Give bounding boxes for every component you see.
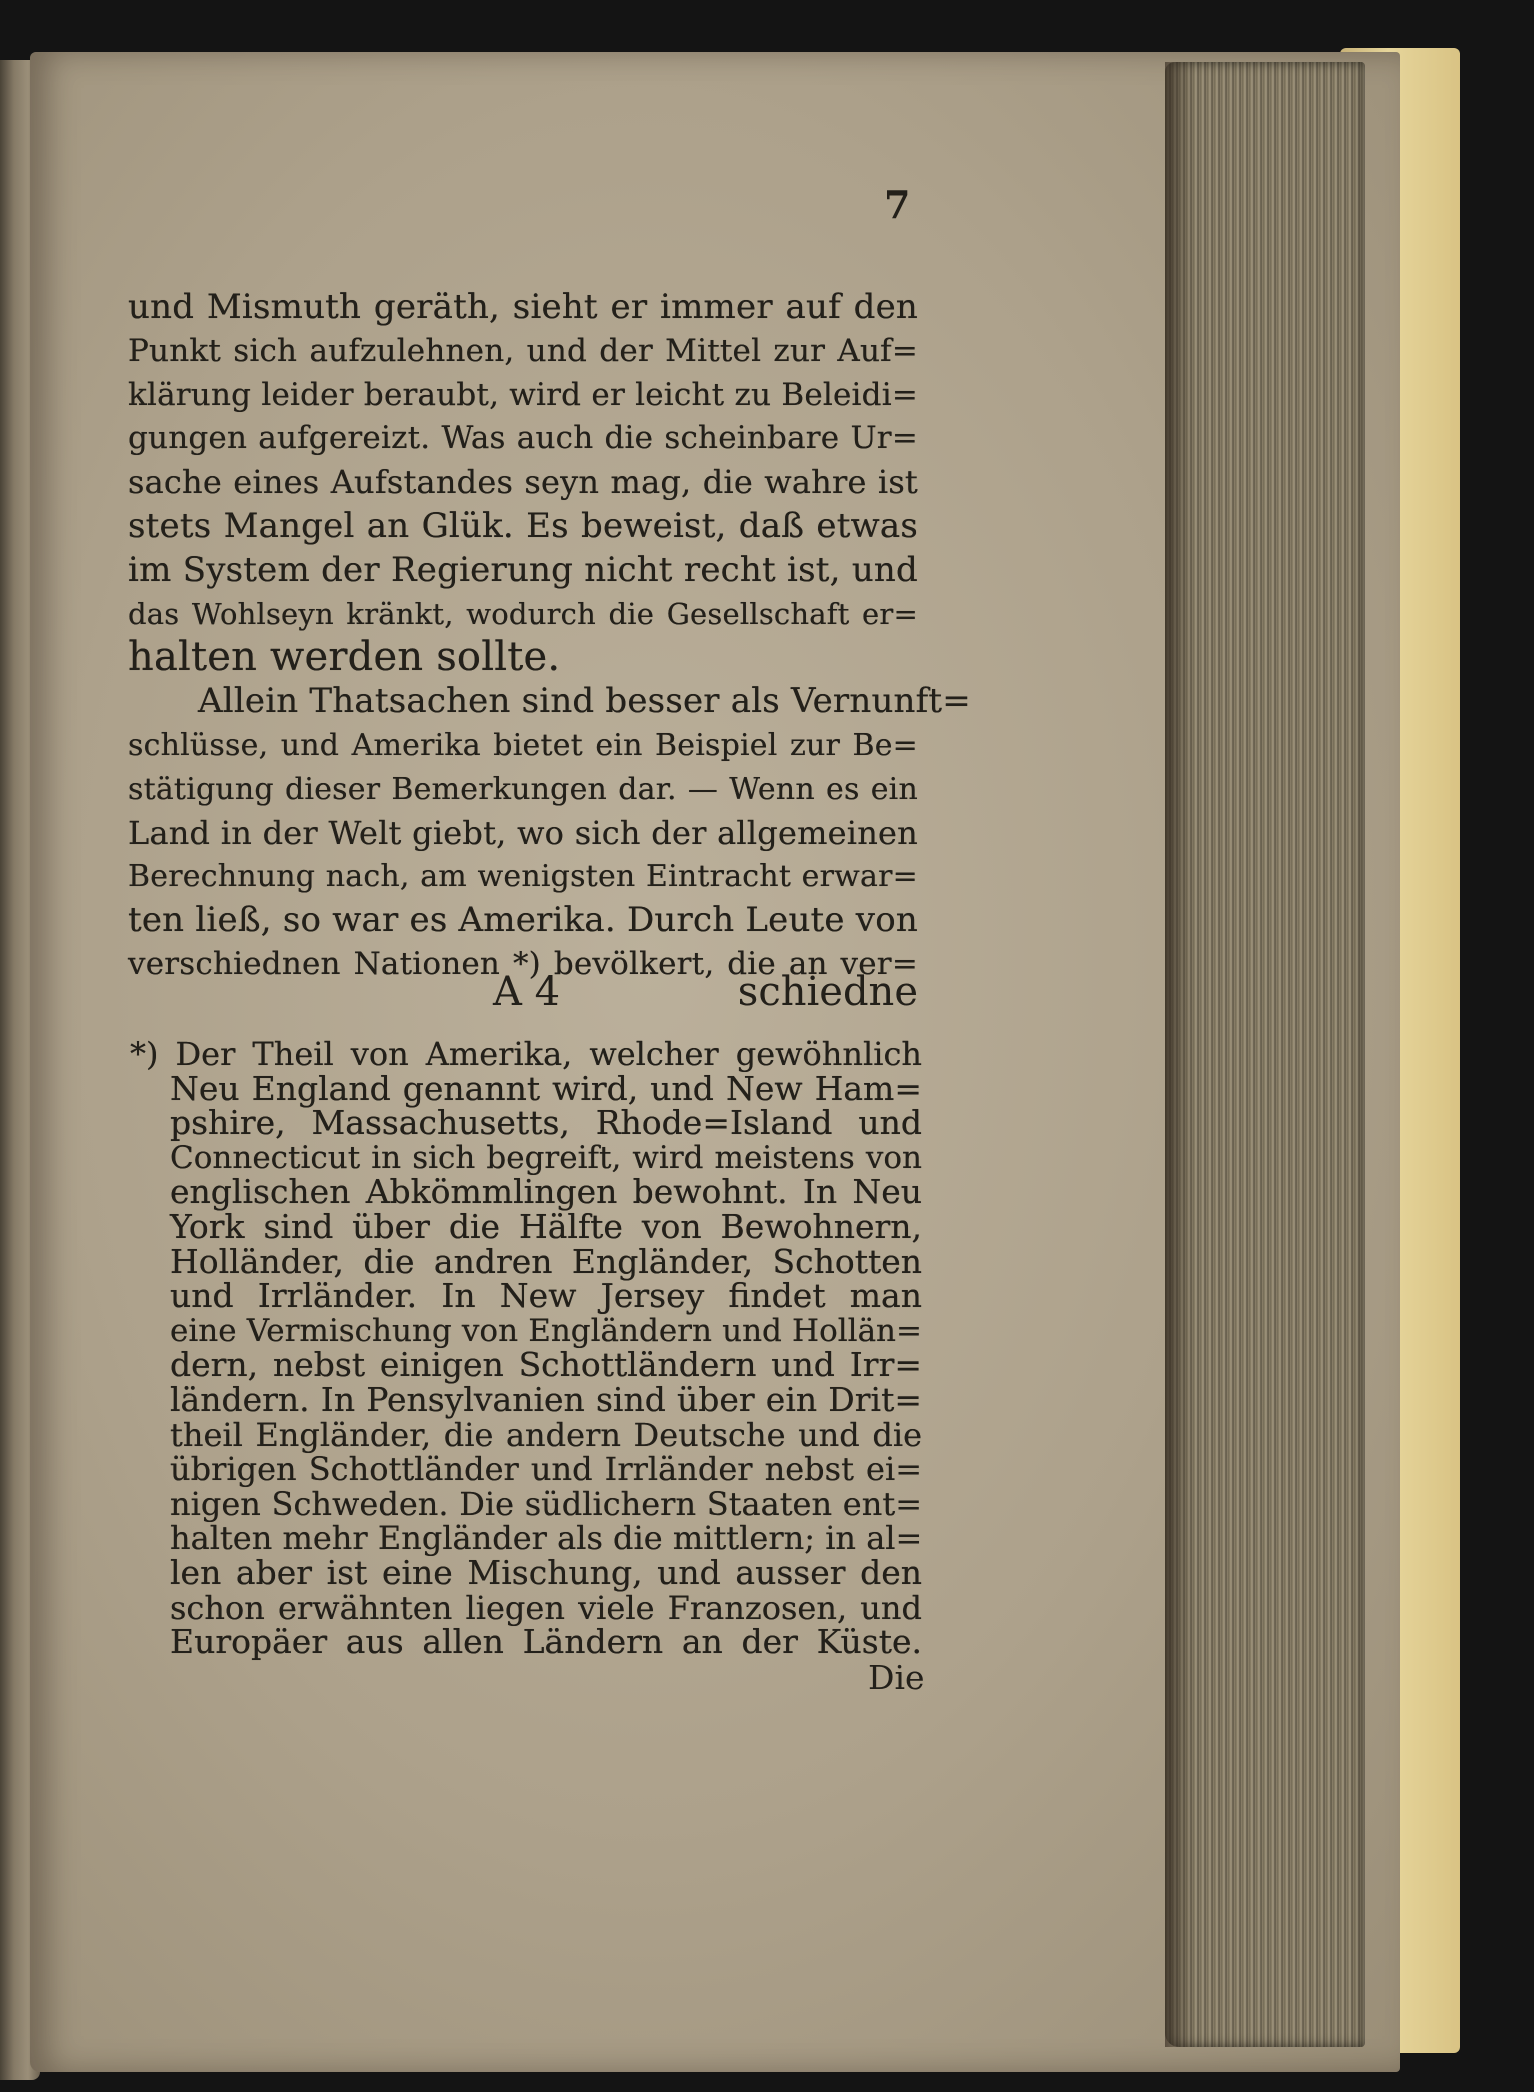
main-line: klärung leider beraubt, wird er leicht zu Beleidi= — [128, 376, 918, 413]
main-line: verschiednen Nationen *) bevölkert, die an ver= — [128, 945, 918, 982]
footnote-line: York sind über die Hälfte von Bewohnern, — [170, 1206, 922, 1246]
page-number: 7 — [884, 182, 911, 227]
main-line: schlüsse, und Amerika bietet ein Beispiel zur Be= — [128, 727, 918, 763]
footnote-line: len aber ist eine Mischung, und ausser den — [170, 1552, 922, 1592]
main-line: Berechnung nach, am wenigsten Eintracht erwar= — [128, 859, 918, 895]
footnote-line: nigen Schweden. Die südlichern Staaten ent= — [170, 1484, 922, 1523]
catchword: schiedne — [737, 969, 918, 1015]
footnote-line: schon erwähnten liegen viele Franzosen, und — [170, 1588, 922, 1627]
footnote-line: Europäer aus allen Ländern an der Küste. — [170, 1622, 922, 1662]
main-line: sache eines Aufstandes seyn mag, die wahre ist — [128, 463, 918, 502]
footnote-line: pshire, Massachusetts, Rhode=Island und — [170, 1103, 922, 1143]
main-line: halten werden sollte. — [128, 634, 561, 681]
footnote-catchword: Die — [868, 1658, 925, 1697]
main-line: Land in der Welt giebt, wo sich der allgemeinen — [128, 813, 918, 852]
signature-line — [128, 969, 918, 1013]
main-line: Allein Thatsachen sind besser als Vernunft= — [198, 681, 971, 722]
page-edges-stack — [1165, 62, 1365, 2047]
main-text-block — [128, 286, 971, 987]
footnote-line: Connecticut in sich begreift, wird meistens von — [170, 1139, 922, 1176]
main-line: im System der Regierung nicht recht ist, und — [128, 549, 918, 590]
footnote-line: englischen Abkömmlingen bewohnt. In Neu — [170, 1172, 922, 1212]
footnote-line: Holländer, die andren Engländer, Schotten — [170, 1241, 922, 1281]
footnote-line: ländern. In Pensylvanien sind über ein Drit= — [170, 1379, 922, 1419]
footnote-block — [130, 1035, 923, 1662]
footnote-line: dern, nebst einigen Schottländern und Irr= — [170, 1345, 922, 1385]
footnote-line: Neu England genannt wird, und New Ham= — [170, 1068, 922, 1108]
main-line: das Wohlseyn kränkt, wodurch die Gesellschaft er= — [128, 596, 918, 631]
main-line: ten ließ, so war es Amerika. Durch Leute von — [128, 900, 918, 941]
main-line: gungen aufgereizt. Was auch die scheinbare Ur= — [128, 420, 918, 457]
footnote-line: und Irrländer. In New Jersey findet man — [170, 1276, 922, 1316]
footnote-line: eine Vermischung von Engländern und Hollän= — [170, 1312, 922, 1349]
printer-signature: A 4 — [493, 969, 561, 1015]
footnote-line: übrigen Schottländer und Irrländer nebst ei= — [170, 1450, 922, 1489]
footnote-line: theil Engländer, die andern Deutsche und die — [170, 1415, 922, 1454]
main-line: und Mismuth geräth, sieht er immer auf den — [128, 287, 918, 327]
main-line: stets Mangel an Glük. Es beweist, daß etwas — [128, 505, 918, 546]
footnote-line: halten mehr Engländer als die mittlern; in al= — [170, 1519, 923, 1558]
main-line: stätigung dieser Bemerkungen dar. — Wenn es ein — [128, 771, 918, 807]
footnote-line: *) Der Theil von Amerika, welcher gewöhnlich — [130, 1035, 922, 1073]
main-line: Punkt sich aufzulehnen, und der Mittel zur Auf= — [128, 332, 918, 369]
